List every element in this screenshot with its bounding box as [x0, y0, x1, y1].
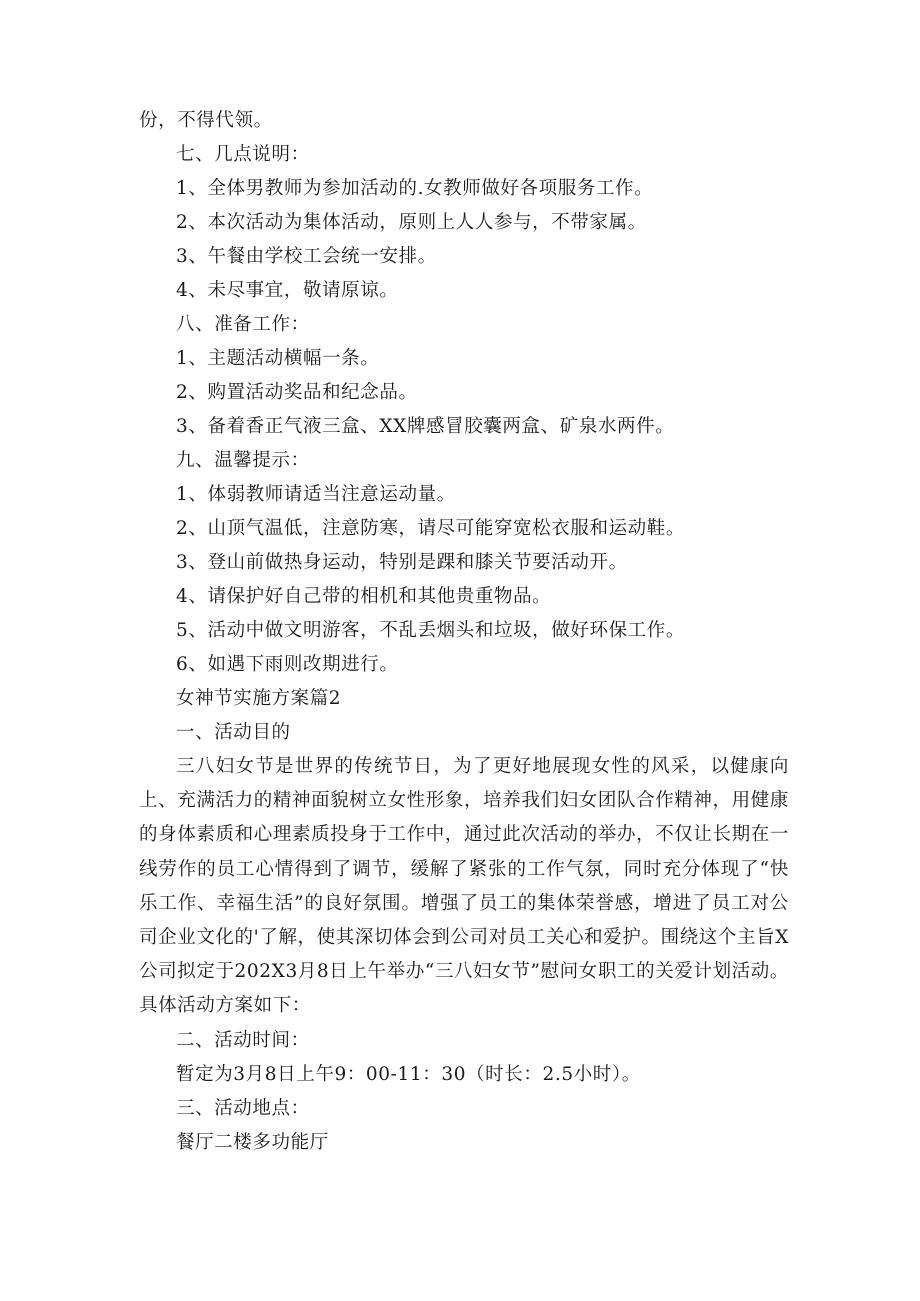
text-line: 餐厅二楼多功能厅 — [176, 1131, 329, 1153]
section-heading: 一、活动目的 — [176, 722, 291, 743]
section-heading: 八、准备工作： — [176, 314, 310, 335]
list-item: 3、备着香正气液三盒、XX牌感冒胶囊两盒、矿泉水两件。 — [176, 416, 675, 437]
text-line: 暂定为3月8日上午9：00-11：30（时长：2.5小时）。 — [176, 1063, 641, 1085]
list-item: 5、活动中做文明游客，不乱丢烟头和垃圾，做好环保工作。 — [176, 620, 685, 641]
list-item: 4、请保护好自己带的相机和其他贵重物品。 — [176, 586, 552, 607]
list-item: 4、未尽事宜，敬请原谅。 — [176, 280, 399, 301]
section-heading: 三、活动地点： — [176, 1097, 310, 1119]
section-heading: 九、温馨提示： — [176, 450, 310, 471]
section-heading: 二、活动时间： — [176, 1029, 310, 1051]
list-item: 2、购置活动奖品和纪念品。 — [176, 382, 418, 403]
body-paragraph: 三八妇女节是世界的传统节日，为了更好地展现女性的风采，以健康向上、充满活力的精神面貌树立女性形象，培养我们妇女团队合作精神，用健康的身体素质和心理素质投身于工作中，通过此次活动的举办，不仅让长期在一线劳作的员工心情得到了调节，缓解了紧张的工作气氛，同时充分体现了“快乐工作、幸福生活”的良好氛围。增强了员工的集体荣誉感，增进了员工对公司企业文化的'了解，使其深切体会到公司对员工关心和爱护。围绕这个主旨X公司拟定于202X3月8日上午举办“三八妇女节”慰问女职工的关爱计划活动。具体活动方案如下： — [139, 756, 789, 1017]
document-body — [139, 104, 789, 1160]
list-item: 3、登山前做热身运动，特别是踝和膝关节要活动开。 — [176, 552, 628, 573]
text-line: 份，不得代领。 — [139, 110, 273, 131]
list-item: 3、午餐由学校工会统一安排。 — [176, 246, 437, 267]
section-heading: 七、几点说明： — [176, 144, 310, 165]
list-item: 1、体弱教师请适当注意运动量。 — [176, 484, 456, 505]
article-title: 女神节实施方案篇2 — [176, 688, 342, 709]
list-item: 2、山顶气温低，注意防寒，请尽可能穿宽松衣服和运动鞋。 — [176, 518, 685, 539]
list-item: 2、本次活动为集体活动，原则上人人参与，不带家属。 — [176, 212, 647, 233]
list-item: 1、主题活动横幅一条。 — [176, 348, 380, 369]
list-item: 6、如遇下雨则改期进行。 — [176, 654, 399, 675]
list-item: 1、全体男教师为参加活动的.女教师做好各项服务工作。 — [176, 178, 654, 199]
